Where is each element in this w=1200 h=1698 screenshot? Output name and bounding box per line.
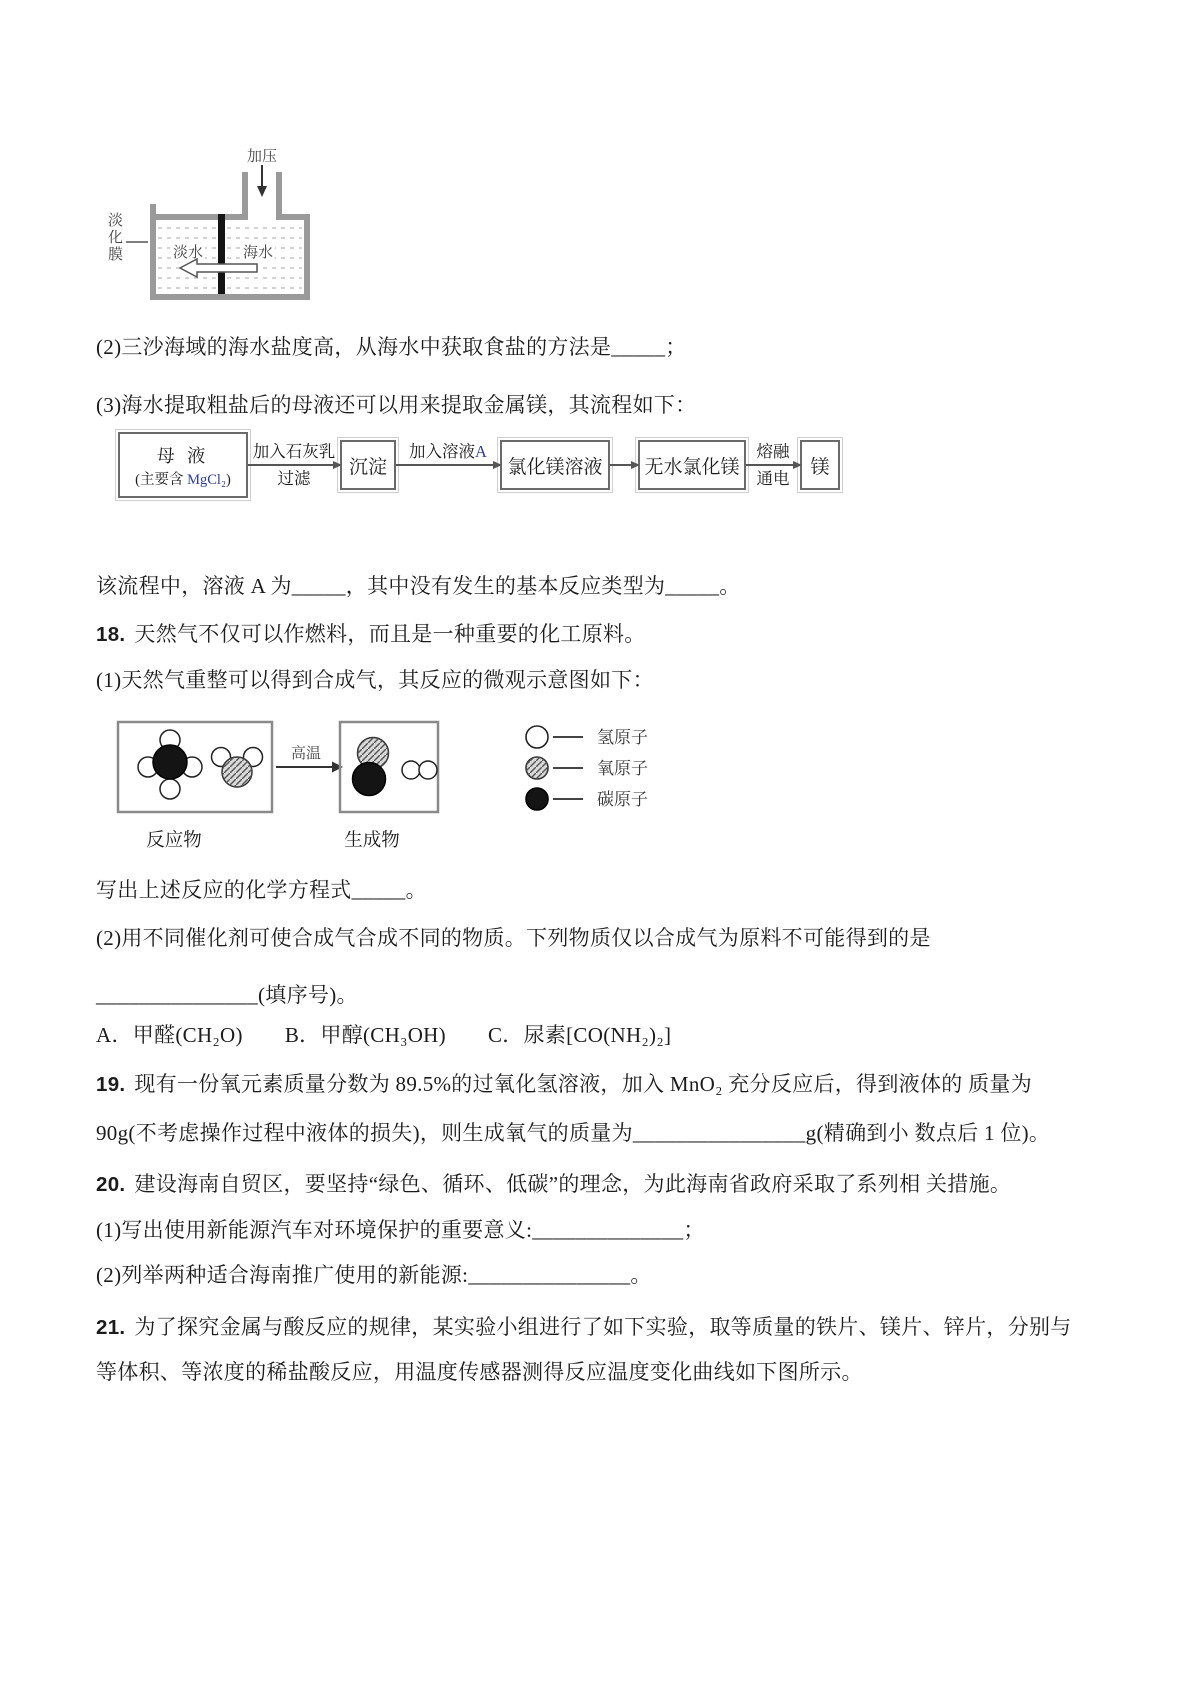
condition-label: 高温 <box>290 746 322 762</box>
q18-part2-line2: _______________(填序号)。 <box>96 983 358 1007</box>
q19-line1-text: 现有一份氧元素质量分数为 89.5%的过氧化氢溶液，加入 MnO₂ 充分反应后，得到液体的 质量为 <box>134 1072 1033 1096</box>
flowchart-box-anhydrous-mgcl2: 无水氯化镁 <box>638 440 746 490</box>
arrow4-bottom-label: 通电 <box>756 469 790 488</box>
q21-number: 21. <box>96 1316 126 1339</box>
flowchart-arrow-solution-a <box>396 439 500 491</box>
q19-number: 19. <box>96 1073 126 1096</box>
q21-line2: 等体积、等浓度的稀盐酸反应，用温度传感器测得反应温度变化曲线如下图所示。 <box>96 1360 863 1384</box>
q21-line1-text: 为了探究金属与酸反应的规律，某实验小组进行了如下实验，取等质量的铁片、镁片、锌片，分别与 <box>134 1315 1072 1339</box>
q17-part2-text: (2)三沙海域的海水盐度高，从海水中获取食盐的方法是_____； <box>96 335 687 359</box>
products-caption: 生成物 <box>344 829 400 850</box>
legend-oxygen-label: 氧原子 <box>597 759 648 778</box>
q18-intro-line <box>96 620 1110 650</box>
box-muye-line2-pre: (主要含 <box>135 471 188 488</box>
arrow2-top-a: A <box>475 442 487 461</box>
flowchart-arrow-lime <box>248 439 340 491</box>
option-c: C．尿素[CO(NH₂)₂] <box>487 1023 672 1047</box>
q17-conclusion-text: 该流程中，溶液 A 为_____，其中没有发生的基本反应类型为_____。 <box>96 574 741 598</box>
arrow1-top-label: 加入石灰乳 <box>252 442 336 461</box>
q21-line1 <box>96 1313 1110 1343</box>
arrow4-top-label: 熔融 <box>756 442 790 461</box>
box-muye-line2 <box>135 468 231 489</box>
reaction-micro-diagram <box>110 713 710 858</box>
box-muye-line2-post: ) <box>226 471 231 488</box>
flowchart-box-precipitate: 沉淀 <box>340 440 396 490</box>
box-muye-line1: 母 液 <box>156 445 210 466</box>
membrane-label: 淡化膜 <box>106 212 122 263</box>
desalination-diagram <box>100 142 330 312</box>
option-b: B．甲醇(CH₃OH) <box>284 1023 446 1047</box>
flowchart-arrow-electrolysis <box>746 439 800 491</box>
arrow1-line-icon <box>248 464 340 466</box>
flowchart-box-mother-liquor <box>118 432 248 498</box>
arrow4-line-icon <box>746 464 800 466</box>
flowchart-arrow-3 <box>610 439 638 491</box>
pressure-down-arrow-icon <box>257 165 267 197</box>
magnesium-flowchart <box>118 432 840 498</box>
q18-options-row <box>96 1021 1110 1050</box>
membrane-bar <box>218 214 225 294</box>
q17-part3-text: (3)海水提取粗盐后的母液还可以用来提取金属镁，其流程如下： <box>96 393 697 417</box>
arrow3-line-icon <box>610 464 638 466</box>
arrow2-top-pre: 加入溶液 <box>409 442 476 461</box>
q19-line2: 90g(不考虑操作过程中液体的损失)，则生成氧气的质量为________________g(精确到小 数点后 1 位)。 <box>96 1121 1051 1145</box>
q20-part2-text: (2)列举两种适合海南推广使用的新能源:_______________。 <box>96 1263 652 1287</box>
arrow3-bottom-spacer <box>610 466 638 491</box>
fresh-water-label: 淡水 <box>172 245 204 261</box>
q20-intro-line <box>96 1170 1110 1200</box>
reaction-arrow-icon <box>276 762 343 773</box>
legend-carbon-label: 碳原子 <box>597 790 648 809</box>
pressure-label: 加压 <box>246 149 278 165</box>
arrow2-line-icon <box>396 464 500 466</box>
q18-part1-text: (1)天然气重整可以得到合成气，其反应的微观示意图如下： <box>96 668 654 692</box>
methane-molecule <box>138 730 202 799</box>
legend-carbon-row <box>526 788 648 810</box>
q20-part1-text: (1)写出使用新能源汽车对环境保护的重要意义:______________； <box>96 1218 705 1242</box>
hydrogen-atom-icon <box>526 726 548 748</box>
flowchart-box-magnesium: 镁 <box>800 440 840 490</box>
q18-number: 18. <box>96 623 126 646</box>
q18-equation-prompt: 写出上述反应的化学方程式_____。 <box>96 878 427 902</box>
arrow2-top-label <box>396 439 500 464</box>
option-a: A．甲醛(CH₂O) <box>96 1023 243 1047</box>
carbon-monoxide-molecule <box>353 738 389 796</box>
q20-intro-text: 建设海南自贸区，要坚持“绿色、循环、低碳”的理念，为此海南省政府采取了系列相 关措施。 <box>134 1172 1012 1196</box>
reactants-caption: 反应物 <box>146 829 202 850</box>
legend-hydrogen-row <box>526 726 648 748</box>
q18-part2-line1: (2)用不同催化剂可使合成气合成不同的物质。下列物质仅以合成气为原料不可能得到的是 <box>96 926 931 950</box>
arrow1-bottom-label: 过滤 <box>277 469 311 488</box>
arrow2-bottom-spacer <box>396 466 500 491</box>
water-molecule <box>212 748 263 788</box>
oxygen-atom-icon <box>526 757 548 779</box>
hydrogen-molecule <box>402 761 437 779</box>
box-muye-formula: MgCl₂ <box>187 471 227 488</box>
q18-intro-text: 天然气不仅可以作燃料，而且是一种重要的化工原料。 <box>134 622 646 646</box>
legend-oxygen-row <box>526 757 648 779</box>
sea-water-label: 海水 <box>242 245 274 261</box>
legend-hydrogen-label: 氢原子 <box>597 728 648 747</box>
carbon-atom-icon <box>526 788 548 810</box>
flowchart-box-mgcl2-solution: 氯化镁溶液 <box>500 440 610 490</box>
q19-line1 <box>96 1070 1110 1100</box>
q20-number: 20. <box>96 1173 126 1196</box>
